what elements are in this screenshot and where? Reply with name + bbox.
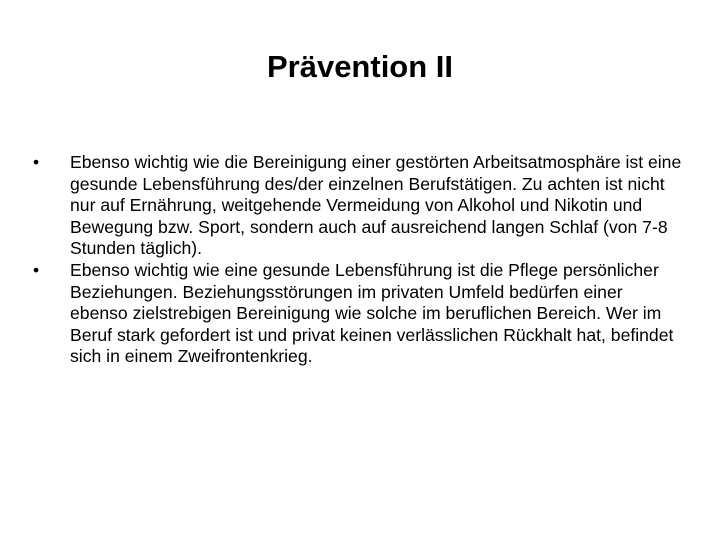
bullet-item: [33, 152, 683, 260]
slide-title: Prävention II: [266, 49, 454, 84]
bullet-icon: •: [33, 259, 40, 280]
bullet-text: Ebenso wichtig wie eine gesunde Lebensführung ist die Pflege persönlicher Beziehungen. Beziehungsstörungen im privaten Umfeld bedürfen einer ebenso zielstrebigen Bereinigung wie solche im beruflichen Bereich. Wer im Beruf stark gefordert ist und privat keinen verlässlichen Rückhalt hat, befindet sich in einem Zweifrontenkrieg.: [70, 259, 674, 367]
bullet-item: [33, 260, 683, 368]
bullet-list: [33, 152, 683, 368]
bullet-icon: •: [33, 152, 40, 172]
bullet-text: Ebenso wichtig wie die Bereinigung einer gestörten Arbeitsatmosphäre ist eine gesunde Lebensführung des/der einzelnen Berufstätigen. Zu achten ist nicht nur auf Ernährung, weitgehende Vermeidung von Alkohol und Nikotin und Bewegung bzw. Sport, sondern auch auf ausreichend langen Schlaf (von 7-8 Stunden täglich).: [70, 152, 682, 259]
